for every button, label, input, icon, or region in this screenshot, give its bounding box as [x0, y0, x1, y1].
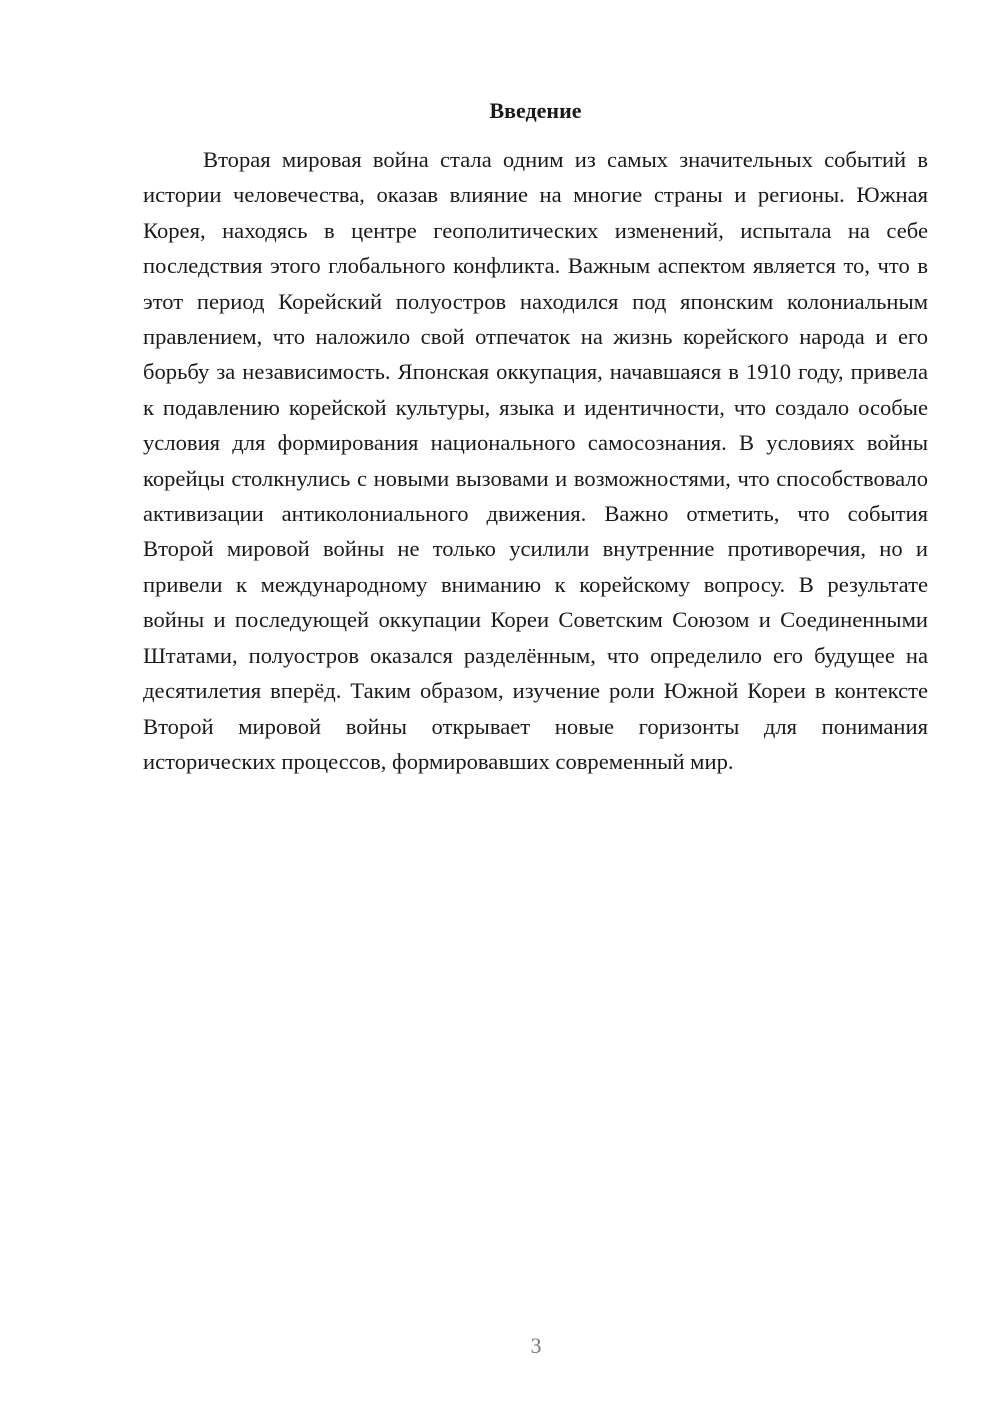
section-title: Введение: [489, 98, 582, 123]
intro-paragraph: Вторая мировая война стала одним из самых значительных событий в истории человечества, оказав влияние на многие страны и регионы. Южная Корея, находясь в центре геополитических изменений, испытала на себе последствия этого глобального конфликта. Важным аспектом является то, что в этот период Корейский полуостров находился под японским колониальным правлением, что наложило свой отпечаток на жизнь корейского народа и его борьбу за независимость. Японская оккупация, начавшаяся в 1910 году, привела к подавлению корейской культуры, языка и идентичности, что создало особые условия для формирования национального самосознания. В условиях войны корейцы столкнулись с новыми вызовами и возможностями, что способствовало активизации антиколониального движения. Важно отметить, что события Второй мировой войны не только усилили внутренние противоречия, но и привели к международному вниманию к корейскому вопросу. В результате войны и последующей оккупации Кореи Советским Союзом и Соединенными Штатами, полуостров оказался разделённым, что определило его будущее на десятилетия вперёд. Таким образом, изучение роли Южной Кореи в контексте Второй мировой войны открывает новые горизонты для понимания исторических процессов, формировавших современный мир.: [143, 147, 928, 774]
page-number: 3: [530, 1333, 542, 1358]
